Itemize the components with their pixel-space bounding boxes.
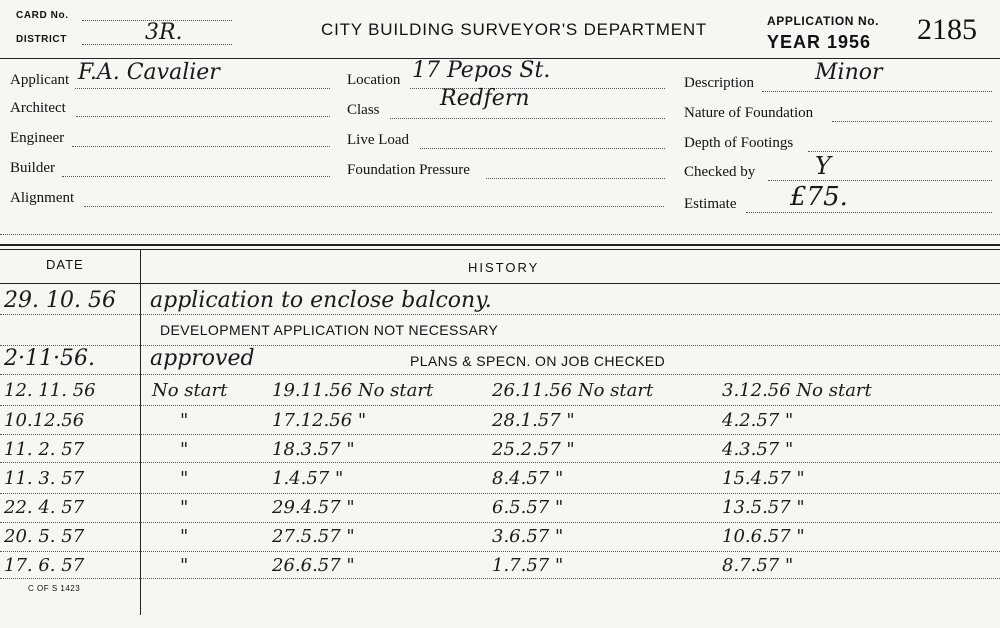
- nature-of-foundation-line: [832, 121, 992, 122]
- row-entry: 13.5.57 ": [722, 497, 805, 518]
- row-entry: ": [180, 439, 189, 460]
- class-line: [390, 118, 665, 119]
- row-entry: ": [180, 497, 189, 518]
- checked-by-line: [768, 180, 992, 181]
- history-header: HISTORY: [468, 260, 540, 275]
- row-date: 20. 5. 57: [4, 526, 85, 547]
- applicant-line: [75, 88, 330, 89]
- depth-of-footings-line: [808, 151, 992, 152]
- row-entry: ": [180, 555, 189, 576]
- row-line: [0, 551, 1000, 552]
- row-entry: 19.11.56 No start: [272, 380, 434, 401]
- engineer-label: Engineer: [10, 130, 65, 146]
- row-entry: 8.7.57 ": [722, 555, 794, 576]
- estimate-value: £75.: [790, 182, 848, 212]
- row-entry: 17.12.56 ": [272, 410, 367, 431]
- engineer-line: [72, 146, 330, 147]
- district-label: DISTRICT: [16, 34, 67, 45]
- row-date: 11. 2. 57: [4, 439, 85, 460]
- fields-bottom-line: [0, 234, 1000, 235]
- nature-of-foundation-label: Nature of Foundation: [684, 105, 814, 121]
- location-value-suburb: Redfern: [440, 86, 530, 111]
- live-load-label: Live Load: [347, 132, 410, 148]
- alignment-label: Alignment: [10, 190, 75, 206]
- table-top-rule-2: [0, 249, 1000, 250]
- architect-line: [76, 116, 330, 117]
- row-entry: ": [180, 410, 189, 431]
- estimate-line: [746, 212, 992, 213]
- row-line: [0, 522, 1000, 523]
- header-bottom-rule: [0, 283, 1000, 284]
- row-entry: 1.7.57 ": [492, 555, 564, 576]
- checked-by-value: Y: [815, 152, 831, 180]
- district-value: 3R.: [145, 20, 183, 45]
- row-entry: 25.2.57 ": [492, 439, 575, 460]
- builder-line: [62, 176, 330, 177]
- row-date: 29. 10. 56: [4, 288, 116, 313]
- row-line: [0, 462, 1000, 463]
- depth-of-footings-label: Depth of Footings: [684, 135, 794, 151]
- class-label: Class: [347, 102, 380, 118]
- row-entry: 4.3.57 ": [722, 439, 794, 460]
- date-column-divider: [140, 250, 141, 615]
- row-line: [0, 314, 1000, 315]
- foundation-pressure-line: [486, 178, 665, 179]
- live-load-line: [420, 148, 665, 149]
- row-entry: 15.4.57 ": [722, 468, 805, 489]
- row-date: 11. 3. 57: [4, 468, 85, 489]
- year-label: YEAR 1956: [767, 32, 872, 52]
- builder-label: Builder: [10, 160, 55, 176]
- card-no-label: CARD No.: [16, 10, 69, 21]
- applicant-value: F.A. Cavalier: [78, 60, 220, 85]
- row-line: [0, 374, 1000, 375]
- table-top-rule: [0, 244, 1000, 246]
- row-line: [0, 493, 1000, 494]
- row-entry: 28.1.57 ": [492, 410, 575, 431]
- row-entry: 6.5.57 ": [492, 497, 564, 518]
- row-entry: 4.2.57 ": [722, 410, 794, 431]
- printer-code: C OF S 1423: [28, 584, 81, 593]
- applicant-label: Applicant: [10, 72, 70, 88]
- row-entry: 1.4.57 ": [272, 468, 344, 489]
- row-history-stamp: PLANS & SPECN. ON JOB CHECKED: [410, 353, 666, 369]
- row-date: 22. 4. 57: [4, 497, 85, 518]
- row-entry: ": [180, 526, 189, 547]
- location-label: Location: [347, 72, 401, 88]
- row-line: [0, 578, 1000, 579]
- date-header: DATE: [46, 257, 84, 272]
- row-entry: 10.6.57 ": [722, 526, 805, 547]
- architect-label: Architect: [10, 100, 66, 116]
- row-entry: 26.11.56 No start: [492, 380, 654, 401]
- row-entry: 27.5.57 ": [272, 526, 355, 547]
- row-entry: No start: [152, 380, 228, 401]
- description-line: [762, 91, 992, 92]
- row-date: 10.12.56: [4, 410, 85, 431]
- description-value: Minor: [815, 60, 883, 85]
- row-entry: ": [180, 468, 189, 489]
- row-line: [0, 434, 1000, 435]
- application-no-label: APPLICATION No.: [767, 14, 880, 28]
- row-entry: 3.6.57 ": [492, 526, 564, 547]
- row-entry: 18.3.57 ": [272, 439, 355, 460]
- row-date: 17. 6. 57: [4, 555, 85, 576]
- row-date: 2·11·56.: [4, 346, 95, 371]
- row-entry: 3.12.56 No start: [722, 380, 872, 401]
- row-line: [0, 405, 1000, 406]
- location-value: 17 Pepos St.: [412, 58, 551, 83]
- department-title: CITY BUILDING SURVEYOR'S DEPARTMENT: [321, 20, 708, 39]
- row-entry: 26.6.57 ": [272, 555, 355, 576]
- row-date: 12. 11. 56: [4, 380, 96, 401]
- estimate-label: Estimate: [684, 196, 737, 212]
- description-label: Description: [684, 75, 754, 91]
- row-history: application to enclose balcony.: [150, 288, 492, 313]
- row-history-stamp: DEVELOPMENT APPLICATION NOT NECESSARY: [160, 322, 499, 338]
- application-number: 2185: [917, 13, 977, 46]
- row-history: approved: [150, 346, 255, 371]
- row-entry: 8.4.57 ": [492, 468, 564, 489]
- checked-by-label: Checked by: [684, 164, 756, 180]
- row-entry: 29.4.57 ": [272, 497, 355, 518]
- foundation-pressure-label: Foundation Pressure: [347, 162, 470, 178]
- alignment-line: [84, 206, 664, 207]
